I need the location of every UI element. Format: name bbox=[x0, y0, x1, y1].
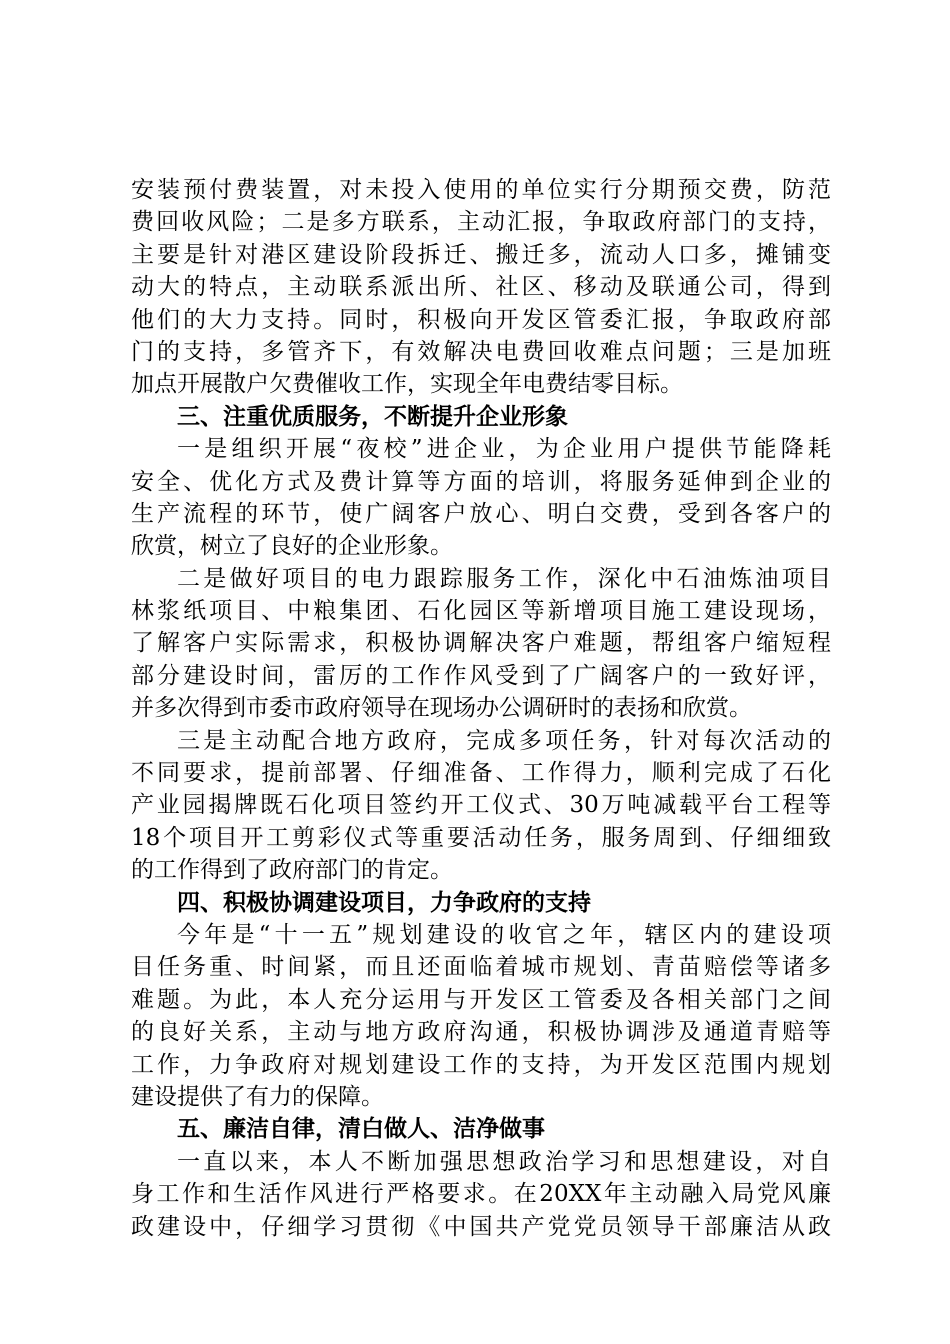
text-line: 安装预付费装置，对未投入使用的单位实行分期预交费，防范 bbox=[131, 177, 831, 203]
text-line: 林浆纸项目、中粮集团、石化园区等新增项目施工建设现场， bbox=[131, 598, 831, 625]
text-line: 建设提供了有力的保障。 bbox=[131, 1083, 384, 1110]
heading-text: 三、注重优质服务，不断提升企业形象 bbox=[177, 402, 568, 430]
paragraph bbox=[131, 563, 831, 725]
text-line: 工作，力争政府对规划建设工作的支持，为开发区范围内规划 bbox=[131, 1051, 831, 1078]
text-line: 二是做好项目的电力跟踪服务工作，深化中石油炼油项目 bbox=[177, 565, 831, 592]
text-line: 产业园揭牌既石化项目签约开工仪式、30万吨减载平台工程等 bbox=[131, 792, 831, 819]
text-line: 主要是针对港区建设阶段拆迁、搬迁多，流动人口多，摊铺变 bbox=[131, 241, 831, 268]
section-heading bbox=[131, 1113, 831, 1145]
text-line: 了解客户实际需求，积极协调解决客户难题，帮组客户缩短程 bbox=[131, 630, 831, 657]
text-line: 目任务重、时间紧，而且还面临着城市规划、青苗赔偿等诸多 bbox=[131, 954, 831, 981]
text-line: 并多次得到市委市政府领导在现场办公调研时的表扬和欣赏。 bbox=[131, 695, 752, 722]
paragraph bbox=[131, 919, 831, 1113]
paragraph bbox=[131, 725, 831, 887]
text-line: 今年是“十一五”规划建设的收官之年，辖区内的建设项 bbox=[177, 921, 831, 948]
text-line: 不同要求，提前部署、仔细准备、工作得力，顺利完成了石化 bbox=[131, 760, 831, 787]
text-line: 门的支持，多管齐下，有效解决电费回收难点问题；三是加班 bbox=[131, 338, 831, 365]
text-line: 动大的特点，主动联系派出所、社区、移动及联通公司，得到 bbox=[131, 274, 831, 301]
text-line: 的良好关系，主动与地方政府沟通，积极协调涉及通道青赔等 bbox=[131, 1019, 831, 1046]
text-line: 三是主动配合地方政府，完成多项任务，针对每次活动的 bbox=[177, 727, 831, 754]
text-line: 他们的大力支持。同时，积极向开发区管委汇报，争取政府部 bbox=[131, 306, 831, 333]
paragraph bbox=[131, 174, 831, 401]
text-line: 费回收风险；二是多方联系，主动汇报，争取政府部门的支持， bbox=[131, 209, 831, 236]
text-line: 身工作和生活作风进行严格要求。在20XX年主动融入局党风廉 bbox=[131, 1181, 831, 1208]
paragraph bbox=[131, 433, 831, 563]
text-line: 生产流程的环节，使广阔客户放心、明白交费，受到各客户的 bbox=[131, 500, 831, 527]
text-line: 难题。为此，本人充分运用与开发区工管委及各相关部门之间 bbox=[131, 986, 831, 1013]
text-line: 政建设中，仔细学习贯彻《中国共产党党员领导干部廉洁从政 bbox=[131, 1213, 831, 1240]
heading-text: 四、积极协调建设项目，力争政府的支持 bbox=[177, 888, 591, 916]
text-line: 安全、优化方式及费计算等方面的培训，将服务延伸到企业的 bbox=[131, 468, 831, 495]
text-line: 部分建设时间，雷厉的工作作风受到了广阔客户的一致好评， bbox=[131, 662, 831, 689]
document-body bbox=[131, 174, 831, 1243]
text-line: 一直以来，本人不断加强思想政治学习和思想建设，对自 bbox=[177, 1148, 831, 1175]
section-heading bbox=[131, 887, 831, 919]
text-line: 的工作得到了政府部门的肯定。 bbox=[131, 857, 453, 884]
heading-text: 五、廉洁自律，清白做人、洁净做事 bbox=[177, 1115, 545, 1143]
paragraph bbox=[131, 1146, 831, 1243]
text-line: 一是组织开展“夜校”进企业，为企业用户提供节能降耗 bbox=[177, 436, 831, 463]
text-line: 加点开展散户欠费催收工作，实现全年电费结零目标。 bbox=[131, 371, 683, 398]
section-heading bbox=[131, 401, 831, 433]
text-line: 欣赏，树立了良好的企业形象。 bbox=[131, 533, 453, 560]
text-line: 18个项目开工剪彩仪式等重要活动任务，服务周到、仔细细致 bbox=[131, 824, 831, 851]
